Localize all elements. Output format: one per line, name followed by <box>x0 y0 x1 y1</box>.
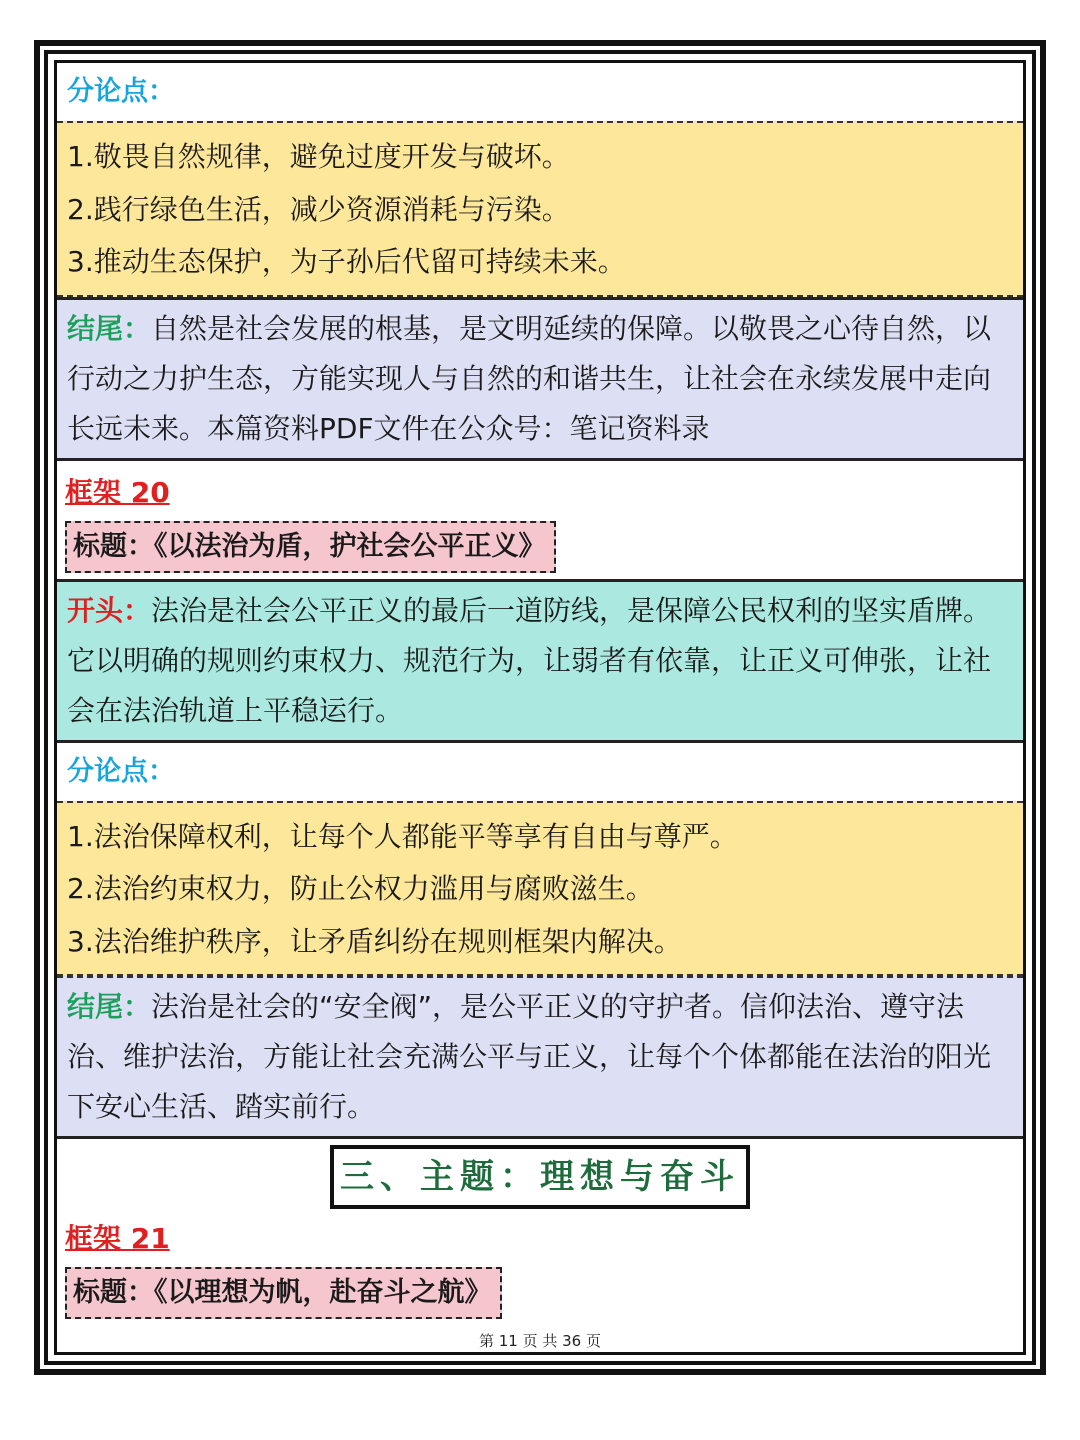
section-banner: 三、主题：理想与奋斗 <box>330 1145 750 1209</box>
point-item: 1.敬畏自然规律，避免过度开发与破坏。 <box>67 140 570 173</box>
points-heading: 分论点： <box>67 76 175 107</box>
ending-text: 法治是社会的“安全阀”，是公平正义的守护者。信仰法治、遵守法治、维护法治，方能让社会充满公平与正义，让每个个体都能在法治的阳光下安心生活、踏实前行。 <box>67 990 992 1123</box>
framework-label: 框架 21 <box>65 1222 170 1255</box>
point-item: 1.法治保障权利，让每个人都能平等享有自由与尊严。 <box>67 819 738 853</box>
framework-label: 框架 20 <box>65 475 170 509</box>
ending-label: 结尾： <box>67 990 152 1023</box>
point-item: 2.践行绿色生活，减少资源消耗与污染。 <box>67 192 570 226</box>
opening-text: 法治是社会公平正义的最后一道防线，是保障公民权利的坚实盾牌。它以明确的规则约束权力、规范行为，让弱者有依靠，让正义可伸张，让社会在法治轨道上平稳运行。 <box>67 593 992 727</box>
essay-title: 标题：《以法治为盾，护社会公平正义》 <box>65 521 556 573</box>
opening-label: 开头： <box>67 593 152 627</box>
ending-text: 自然是社会发展的根基，是文明延续的保障。以敬畏之心待自然，以行动之力护生态，方能实现人与自然的和谐共生，让社会在永续发展中走向长远未来。本篇资料PDF文件在公众号：笔记资料录 <box>67 311 992 445</box>
ending-box <box>57 297 1023 461</box>
opening-box <box>57 579 1023 743</box>
ending-box <box>57 976 1023 1139</box>
points-box <box>57 801 1023 977</box>
point-item: 3.法治维护秩序，让矛盾纠纷在规则框架内解决。 <box>67 924 682 958</box>
point-item: 3.推动生态保护，为子孙后代留可持续未来。 <box>67 245 626 278</box>
page-content <box>57 63 1023 1325</box>
points-heading: 分论点： <box>67 755 175 787</box>
section-banner-wrap <box>57 1139 1023 1217</box>
page-number: 第 11 页 共 36 页 <box>478 1332 601 1350</box>
points-box <box>57 121 1023 297</box>
essay-title: 标题：《以理想为帆，赴奋斗之航》 <box>65 1267 502 1319</box>
ending-label: 结尾： <box>67 311 152 345</box>
point-item: 2.法治约束权力，防止公权力滥用与腐败滋生。 <box>67 872 654 905</box>
